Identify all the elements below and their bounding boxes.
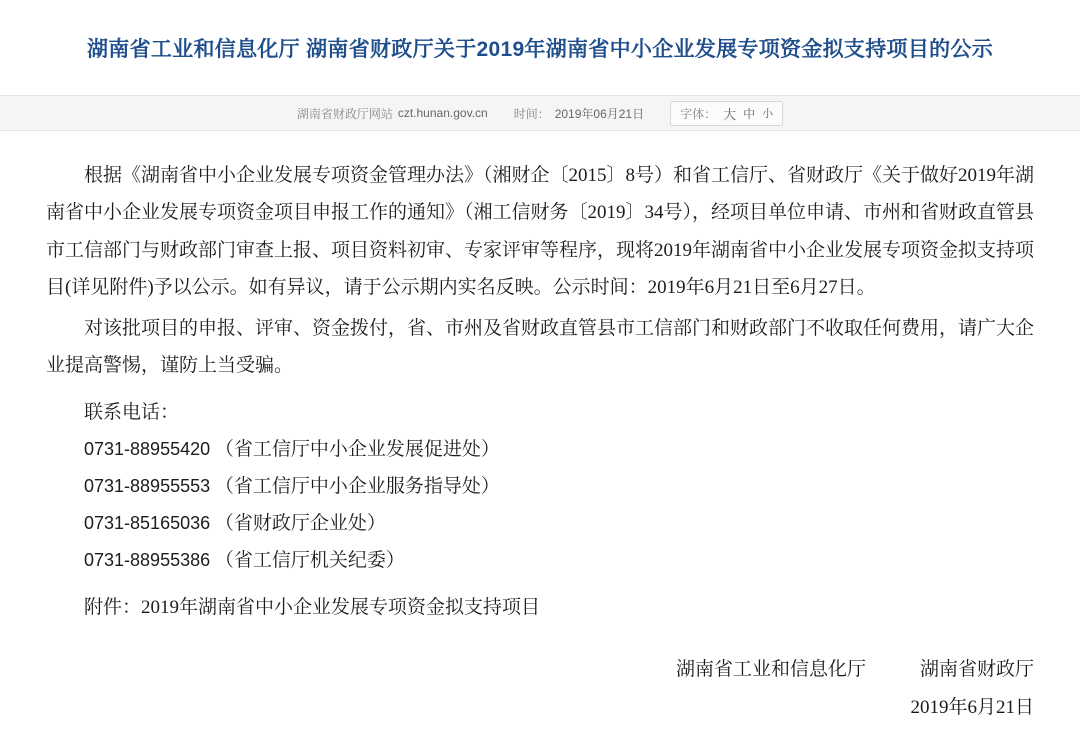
time-value: 2019年06月21日 — [554, 106, 645, 121]
attachment-line: 附件：2019年湖南省中小企业发展专项资金拟支持项目 — [84, 596, 541, 618]
page-title: 湖南省工业和信息化厅 湖南省财政厅关于2019年湖南省中小企业发展专项资金拟支持项目的公示 — [86, 38, 994, 62]
font-size-small[interactable]: 小 — [762, 108, 774, 121]
phone-department: （省工信厅机关纪委） — [214, 549, 405, 571]
list-item — [46, 505, 1034, 542]
phone-department: （省工信厅中小企业服务指导处） — [214, 475, 500, 497]
document-body — [0, 131, 1080, 626]
phone-department: （省工信厅中小企业发展促进处） — [214, 438, 500, 460]
list-item — [46, 542, 1034, 579]
phone-number: 0731-88955386 — [84, 549, 211, 570]
signing-org-2: 湖南省财政厅 — [919, 658, 1034, 680]
publish-time — [514, 105, 644, 122]
paragraph-2: 对该批项目的申报、评审、资金拨付，省、市州及省财政直管县市工信部门和财政部门不收取任何费用，请广大企业提高警惕，谨防上当受骗。 — [46, 317, 1035, 376]
source-info — [297, 105, 488, 122]
list-item — [46, 431, 1034, 468]
signature-orgs — [0, 652, 1034, 688]
phone-number: 0731-85165036 — [84, 512, 211, 533]
phone-list — [46, 431, 1034, 579]
font-size-large[interactable]: 大 — [723, 106, 737, 122]
source-url[interactable]: czt.hunan.gov.cn — [397, 106, 488, 121]
phone-department: （省财政厅企业处） — [214, 512, 386, 534]
phone-number: 0731-88955553 — [84, 475, 211, 496]
phone-number: 0731-88955420 — [84, 438, 211, 459]
signature-date: 2019年6月21日 — [910, 697, 1034, 719]
font-size-label: 字体： — [680, 106, 717, 121]
list-item — [46, 468, 1034, 505]
signature-block — [0, 652, 1080, 726]
time-label: 时间： — [513, 106, 550, 121]
source-label: 湖南省财政厅网站 — [296, 106, 393, 121]
meta-bar — [0, 96, 1080, 131]
title-bar — [0, 0, 1080, 96]
paragraph-1: 根据《湖南省中小企业发展专项资金管理办法》（湘财企〔2015〕8号）和省工信厅、省财政厅《关于做好2019年湖南省中小企业发展专项资金项目申报工作的通知》（湘工信财务〔2019〕34号），经项目单位申请、市州和省财政直管县市工信部门与财政部门审查上报、项目资料初审、专家评审等程序，现将2019年湖南省中小企业发展专项资金拟支持项目(详见附件)予以公示。如有异议，请于公示期内实名反映。公示时间：2019年6月21日至6月27日。 — [46, 165, 1035, 298]
signing-org-1: 湖南省工业和信息化厅 — [675, 658, 866, 680]
contact-label: 联系电话： — [84, 401, 180, 423]
font-size-medium[interactable]: 中 — [743, 106, 756, 121]
font-size-control[interactable] — [670, 101, 783, 126]
